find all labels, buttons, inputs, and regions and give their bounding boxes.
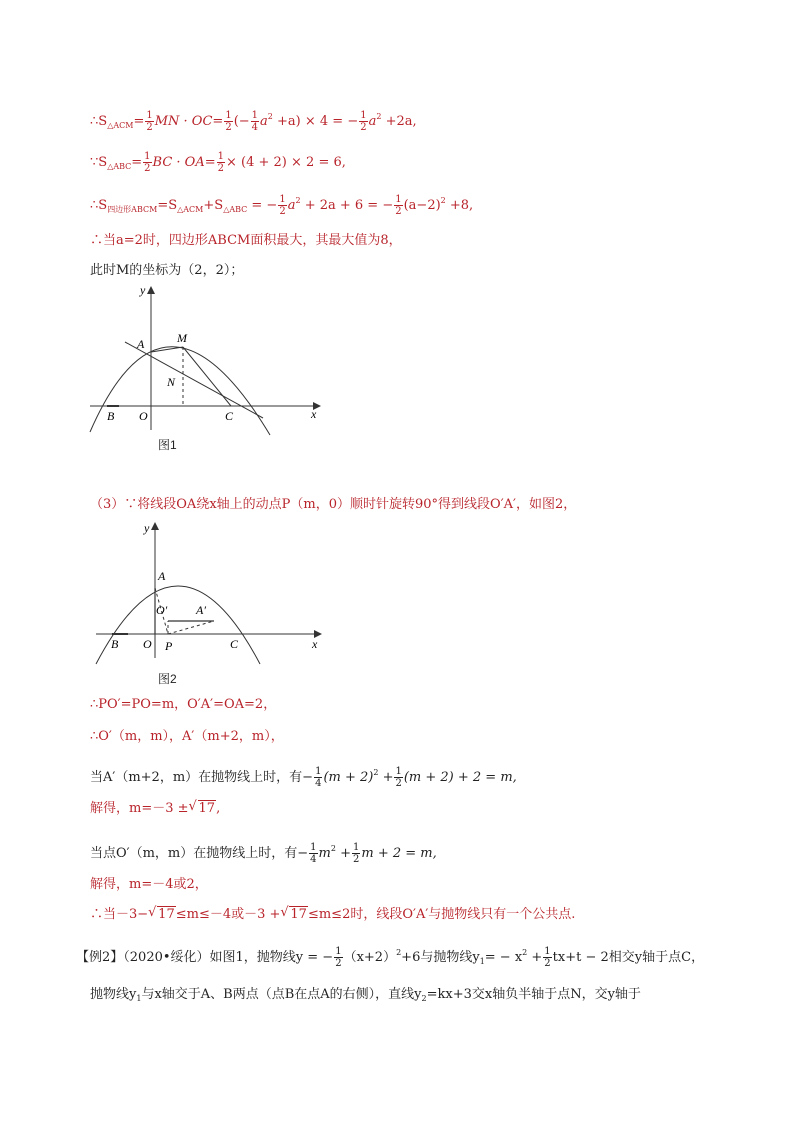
figure-1-graph	[85, 280, 325, 440]
solution-line-area-abcm: $\therefore S_{四边形ABCM}=S_{\triangle ACM}+S_{\triangle ABC}$ = − $\frac{1}{2}$ $a^2 + 2a + 6$ = − $\frac{1}{2}$ $(a-2)^2 +8$,	[90, 194, 474, 217]
figure-1-caption: 图1	[158, 438, 177, 452]
solution-line-max-area: ∴当a=2时，四边形ABCM面积最大，其最大值为8，	[90, 233, 402, 248]
fig1-label-y: y	[140, 283, 146, 297]
solution-line-conclusion: ∴当－3−√ 17≤m≤－4或－3 +√ 17≤m≤2时，线段O′A′与抛物线只有一个公共点.	[90, 906, 575, 924]
fig1-label-a: A	[137, 337, 145, 351]
solution-line-area-abc: $\because S_{\triangle ABC}=$ $\frac{1}{2}$ BC · OA= $\frac{1}{2}$ × (4 + 2) × 2 = 6,	[90, 151, 346, 174]
example-2-line-2: 抛物线$y_1$与x轴交于A、B两点（点B在点A的右侧），直线$y_2=kx+3$交x轴负半轴于点N，交y轴于	[90, 987, 641, 1003]
solution-line-po-prime: ∴PO′=PO=m，O′A′=OA=2，	[90, 697, 277, 712]
figure-2-graph	[88, 518, 332, 668]
fig2-label-p: P	[165, 639, 173, 653]
fig2-y-arrow	[151, 522, 159, 530]
fig1-line-ac-extended	[125, 342, 263, 418]
fig1-y-arrow	[147, 286, 155, 294]
fig1-label-b: B	[107, 409, 115, 423]
solution-part-3-intro: （3）∵将线段OA绕x轴上的动点P（m，0）顺时针旋转90°得到线段O′A′，如图2，	[90, 497, 577, 512]
fig1-label-o: O	[139, 409, 148, 423]
fig2-dashed-pa-prime	[168, 621, 214, 634]
figure-2-caption: 图2	[158, 672, 177, 686]
solution-line-coordinates: ∴O′（m，m），A′（m+2，m），	[90, 729, 284, 744]
solution-line-a-prime-on-parabola: 当A′（m+2，m）在抛物线上时，有− $\frac{1}{4}$ $(m + 2)^2$ + $\frac{1}{2}$ (m + 2) + 2 = m,	[90, 766, 517, 789]
solution-line-o-prime-on-parabola: 当点O′（m，m）在抛物线上时，有− $\frac{1}{4}$ $m^2$ + $\frac{1}{2}$ m + 2 = m,	[90, 842, 437, 865]
fig1-parabola	[90, 347, 270, 435]
fig1-label-m: M	[177, 331, 187, 345]
fig2-label-y: y	[144, 521, 150, 535]
fig1-label-x: x	[311, 407, 317, 421]
fig2-label-x: x	[312, 637, 318, 651]
fig2-label-o: O	[143, 637, 152, 651]
fig2-label-c: C	[230, 637, 239, 651]
fig1-label-c: C	[225, 409, 234, 423]
solution-line-solve-1: 解得，m=－3 ±√ 17,	[90, 800, 220, 818]
fig2-parabola	[96, 586, 260, 664]
solution-line-area-acm: $\therefore S_{\triangle ACM}=$ $\frac{1}{2}$ MN · OC= $\frac{1}{2}$ (− $\frac{1}{4}$ $a^2 +a) \times 4$ = − $\frac{1}{2}$ $a^2 +2a$,	[90, 110, 417, 133]
fig2-label-o-prime: O′	[156, 603, 168, 617]
fig1-label-n: N	[167, 375, 176, 389]
example-2-line-1: 【例2】（2020•绥化）如图1，抛物线y = − $\frac{1}{2}$ $(x+2)^2+6$与抛物线$y_1= - x^2$ + $\frac{1}{2}$ tx+t − 2相交y轴于点C，	[76, 946, 705, 969]
fig2-label-a-prime: A′	[196, 603, 206, 617]
solution-line-solve-2: 解得，m=－4或2，	[90, 877, 208, 892]
solution-line-m-coordinate: 此时M的坐标为（2，2）；	[90, 263, 244, 278]
fig1-line-mc	[183, 347, 231, 406]
fig2-label-a: A	[158, 569, 166, 583]
fig2-label-b: B	[111, 637, 119, 651]
